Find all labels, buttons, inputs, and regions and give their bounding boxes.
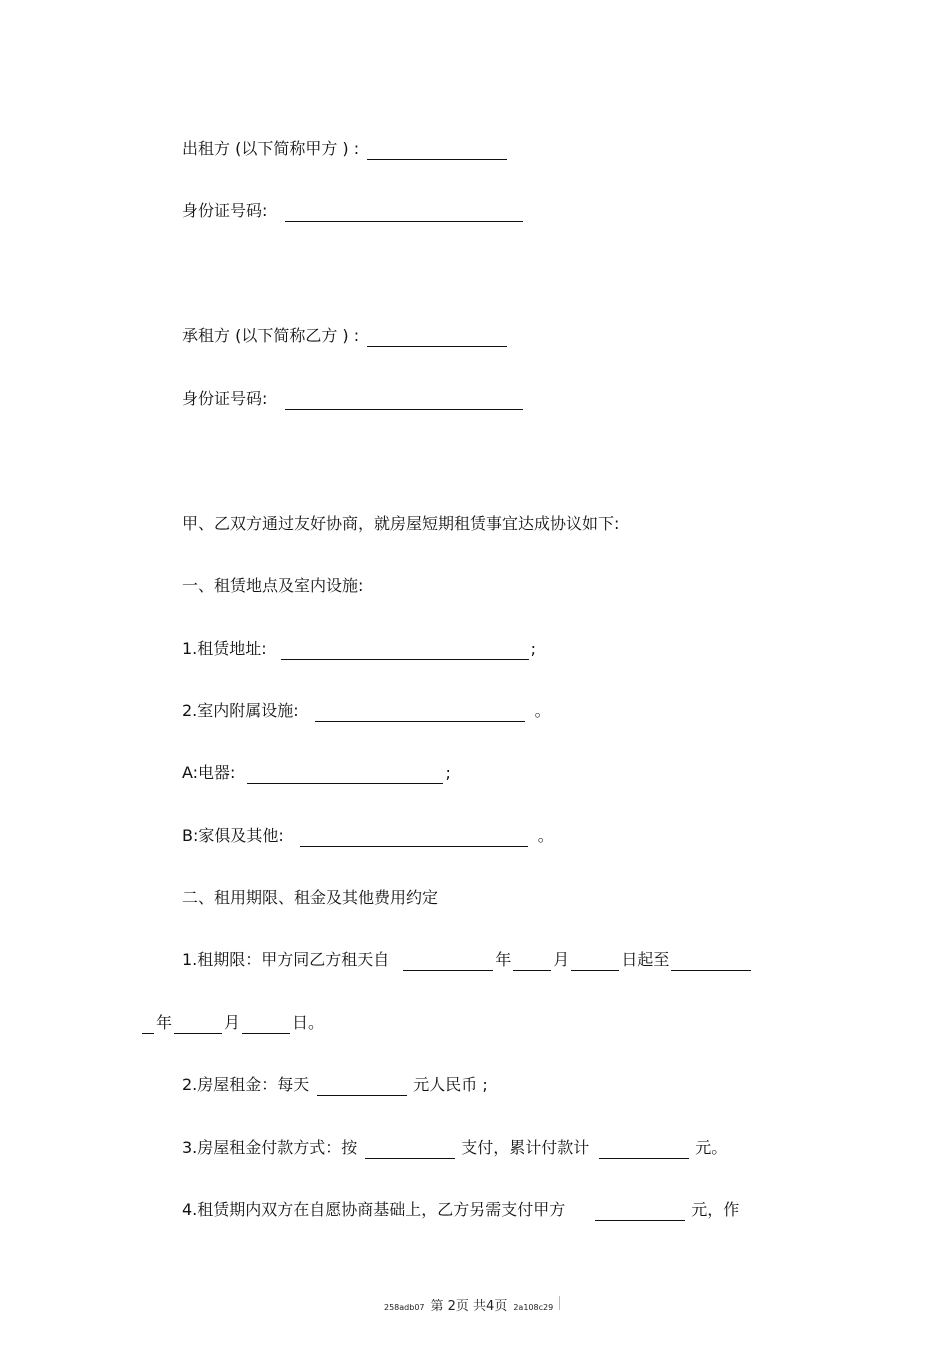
daily-rent-blank (317, 1078, 407, 1096)
lessor-line (182, 138, 509, 160)
start-month-blank (513, 953, 551, 971)
footer-code-right: 2a108c29 (513, 1303, 554, 1312)
address-line: 1.租赁地址: ; (182, 639, 537, 658)
lessee-id-blank (285, 392, 523, 410)
section1-title: 一、租赁地点及室内设施: (182, 576, 364, 595)
appliances-label: A:电器: (182, 763, 236, 782)
intro-paragraph: 甲、乙双方通过友好协商，就房屋短期租赁事宜达成协议如下: (182, 514, 620, 533)
appliances-blank (247, 766, 443, 784)
address-label: 1.租赁地址: (182, 639, 267, 658)
extra-fee-line: 4.租赁期内双方在自愿协商基础上，乙方另需支付甲方 元，作 (182, 1200, 740, 1219)
start-year-blank (403, 953, 493, 971)
end-year-blank (671, 953, 751, 971)
furniture-label: B:家俱及其他: (182, 826, 284, 845)
footer-divider (559, 1296, 560, 1310)
total-payment-blank (599, 1141, 689, 1159)
lessee-label: 承租方 (以下简称乙方 ) : (182, 326, 360, 345)
extra-fee-label: 4.租赁期内双方在自愿协商基础上，乙方另需支付甲方 (182, 1200, 566, 1219)
term-label: 1.租期限：甲方同乙方租天自 (182, 950, 390, 969)
address-blank (281, 642, 529, 660)
page-indicator: 第 2页 共4页 (430, 1299, 508, 1314)
lessee-line (182, 325, 509, 347)
furniture-line: B:家俱及其他: 。 (182, 826, 554, 845)
lessor-name-blank (367, 142, 507, 160)
term-line-2: 年 月 日。 (142, 1012, 324, 1034)
lessor-id-label: 身份证号码: (182, 201, 268, 220)
end-year-blank-cont (142, 1016, 154, 1034)
rent-label: 2.房屋租金：每天 (182, 1075, 310, 1094)
page-footer (384, 1295, 560, 1314)
footer-code-left: 258adb07 (384, 1303, 425, 1312)
payment-method-blank (365, 1141, 455, 1159)
lessor-label: 出租方 (以下简称甲方 ) : (182, 139, 360, 158)
appliances-line: A:电器: ; (182, 763, 451, 782)
facilities-blank (315, 704, 525, 722)
furniture-blank (300, 829, 528, 847)
extra-fee-blank (595, 1203, 685, 1221)
facilities-label: 2.室内附属设施: (182, 701, 299, 720)
lessee-id-label: 身份证号码: (182, 389, 268, 408)
end-month-blank (174, 1016, 222, 1034)
start-day-blank (571, 953, 619, 971)
facilities-line: 2.室内附属设施: 。 (182, 701, 551, 720)
term-line-1: 1.租期限：甲方同乙方租天自 年 月 日起至 (182, 949, 753, 971)
rent-line: 2.房屋租金：每天 元人民币 ; (182, 1075, 488, 1094)
payment-line: 3.房屋租金付款方式：按 支付，累计付款计 元。 (182, 1138, 728, 1157)
lessee-id-line (182, 388, 525, 410)
payment-label: 3.房屋租金付款方式：按 (182, 1138, 358, 1157)
lessor-id-blank (285, 204, 523, 222)
lessor-id-line (182, 200, 525, 222)
lessee-name-blank (367, 329, 507, 347)
end-day-blank (242, 1016, 290, 1034)
section2-title: 二、租用期限、租金及其他费用约定 (182, 888, 439, 907)
